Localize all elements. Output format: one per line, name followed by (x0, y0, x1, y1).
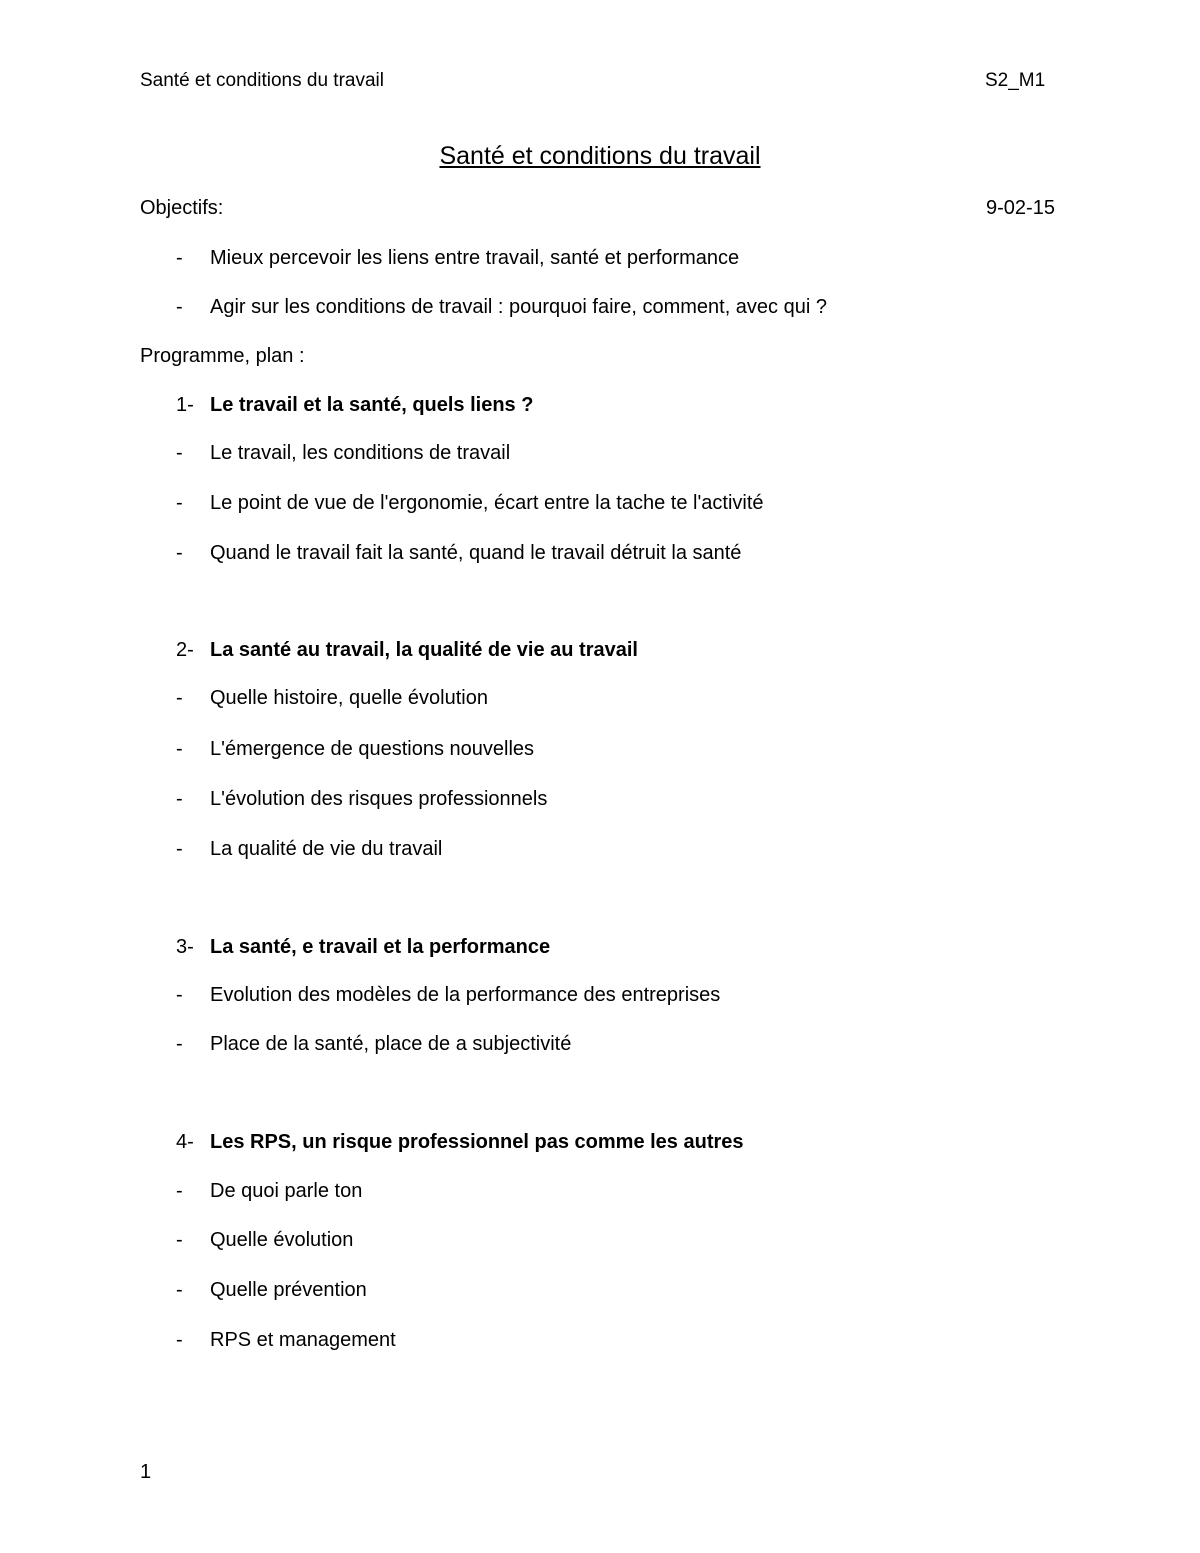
bullet-dash: - (176, 542, 183, 564)
programme-label: Programme, plan : (140, 345, 305, 367)
bullet-dash: - (176, 788, 183, 810)
bullet-dash: - (176, 838, 183, 860)
list-item: L'émergence de questions nouvelles (210, 738, 535, 760)
bullet-dash: - (176, 1279, 183, 1301)
list-item: Quelle histoire, quelle évolution (210, 687, 488, 709)
bullet-dash: - (176, 247, 183, 269)
list-item: Quand le travail fait la santé, quand le travail détruit la santé (210, 542, 742, 564)
section-number: 2- (176, 639, 194, 661)
running-header-code: S2_M1 (985, 70, 1046, 91)
bullet-dash: - (176, 296, 183, 318)
page-number: 1 (140, 1461, 152, 1483)
bullet-dash: - (176, 738, 183, 760)
section-number: 4- (176, 1131, 194, 1153)
section-title: Le travail et la santé, quels liens ? (210, 394, 534, 416)
bullet-dash: - (176, 1033, 183, 1055)
bullet-dash: - (176, 442, 183, 464)
document-date: 9-02-15 (986, 197, 1055, 219)
list-item: Evolution des modèles de la performance des entreprises (210, 984, 721, 1006)
bullet-dash: - (176, 1180, 183, 1202)
list-item: Quelle prévention (210, 1279, 367, 1301)
list-item: RPS et management (210, 1329, 396, 1351)
section-title: La santé, e travail et la performance (210, 936, 551, 958)
section-number: 3- (176, 936, 194, 958)
objective-item: Agir sur les conditions de travail : pourquoi faire, comment, avec qui ? (210, 296, 827, 318)
objectives-label: Objectifs: (140, 197, 224, 219)
list-item: Place de la santé, place de a subjectivité (210, 1033, 572, 1055)
list-item: Le travail, les conditions de travail (210, 442, 511, 464)
bullet-dash: - (176, 687, 183, 709)
list-item: Quelle évolution (210, 1229, 354, 1251)
section-number: 1- (176, 394, 194, 416)
list-item: L'évolution des risques professionnels (210, 788, 548, 810)
bullet-dash: - (176, 492, 183, 514)
section-title: Les RPS, un risque professionnel pas comme les autres (210, 1131, 744, 1153)
list-item: La qualité de vie du travail (210, 838, 443, 860)
bullet-dash: - (176, 1329, 183, 1351)
list-item: De quoi parle ton (210, 1180, 363, 1202)
bullet-dash: - (176, 1229, 183, 1251)
bullet-dash: - (176, 984, 183, 1006)
list-item: Le point de vue de l'ergonomie, écart entre la tache te l'activité (210, 492, 764, 514)
section-title: La santé au travail, la qualité de vie au travail (210, 639, 638, 661)
document-title: Santé et conditions du travail (439, 142, 761, 170)
running-header-title: Santé et conditions du travail (140, 70, 384, 91)
objective-item: Mieux percevoir les liens entre travail, santé et performance (210, 247, 740, 269)
